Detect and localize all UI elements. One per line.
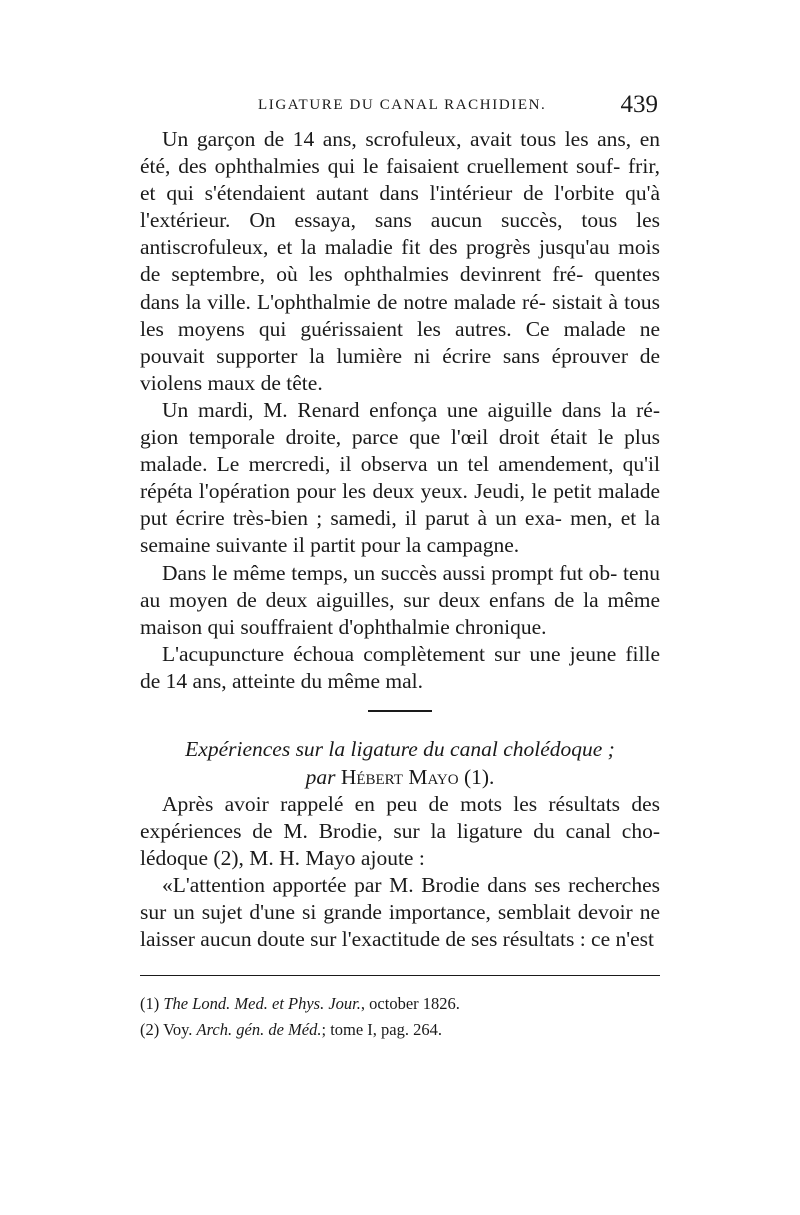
section-author: Hébert Mayo [340,764,459,789]
page-number: 439 [620,91,658,118]
section-separator-rule [368,710,432,712]
footnote-2-reference: ; tome I, pag. 264. [321,1020,443,1039]
footnotes [140,992,660,1044]
paragraph-5: Après avoir rappelé en peu de mots les résultats des expériences de M. Brodie, sur la ligature du canal cho- lédoque (2), M. H. Mayo ajoute : [140,791,660,871]
footnote-1-number: (1) [140,994,160,1013]
footnote-1-journal: The Lond. Med. et Phys. Jour. [163,994,361,1013]
paragraph-2: Un mardi, M. Renard enfonça une aiguille dans la ré- gion temporale droite, parce que l'œil droit était le plus malade. Le mercredi, il observa un tel amendement, qu'il répéta l'opération pour les deux yeux. Jeudi, le petit malade put écrire très-bien ; samedi, il parut à un exa- men, et la semaine suivante il partit pour la campagne. [140,397,660,558]
footnote-2 [140,1018,660,1042]
body-text [140,126,660,954]
section-heading [140,735,660,791]
footnote-1-date: , october 1826. [360,994,460,1013]
paragraph-6: «L'attention apportée par M. Brodie dans ses recherches sur un sujet d'une si grande importance, semblait devoir ne laisser aucun doute sur l'exactitude de ses résultats : ce n'est [140,873,660,952]
footnote-1 [140,992,660,1016]
section-footnote-ref: (1). [463,764,495,789]
footnote-rule [140,975,660,976]
section-title-by: par [305,764,336,789]
running-title: LIGATURE DU CANAL RACHIDIEN. [258,97,547,113]
running-head [140,93,660,123]
paragraph-4: L'acupuncture échoua complètement sur une jeune fille de 14 ans, atteinte du même mal. [140,641,660,693]
paragraph-3: Dans le même temps, un succès aussi prompt fut ob- tenu au moyen de deux aiguilles, sur deux enfans de la même maison qui souffraient d'ophthalmie chronique. [140,560,660,639]
paragraph-1: Un garçon de 14 ans, scrofuleux, avait tous les ans, en été, des ophthalmies qui le faisaient cruellement souf- frir, et qui s'étendaient autant dans l'intérieur de l'orbite qu'à l'extérieur. On essaya, sans aucun succès, tous les antiscrofuleux, et la maladie fit des progrès jusqu'au mois de septembre, où les ophthalmies devinrent fré- quentes dans la ville. L'ophthalmie de notre malade ré- sistait à tous les moyens qui guérissaient les autres. Ce malade ne pouvait supporter la lumière ni écrire sans éprouver de violens maux de tête. [140,127,660,395]
section-title: Expériences sur la ligature du canal cholédoque ; [185,736,615,761]
footnote-2-journal: Arch. gén. de Méd. [196,1020,322,1039]
footnote-2-number: (2) Voy. [140,1020,193,1039]
